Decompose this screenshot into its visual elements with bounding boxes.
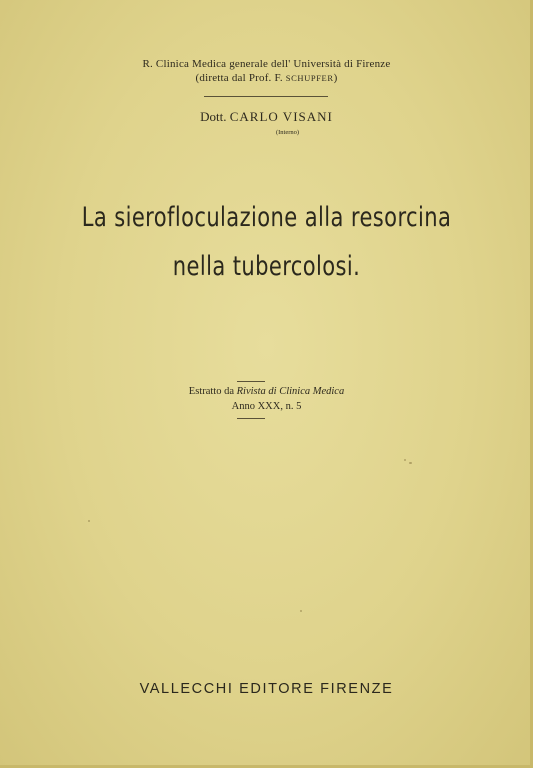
institution-text: R. Clinica Medica generale dell' Università di Firenze	[142, 58, 391, 70]
institution-line-1	[0, 58, 533, 70]
director-prefix: (diretta dal Prof. F.	[195, 72, 286, 84]
author-line	[0, 109, 533, 125]
extract-issue: Anno XXX, n. 5	[231, 401, 302, 412]
paper-speck	[409, 462, 412, 464]
author-role: (Interno)	[275, 129, 300, 136]
extract-line	[0, 386, 533, 397]
extract-rule-bottom	[237, 418, 265, 419]
journal-name: Rivista di Clinica Medica	[236, 386, 345, 397]
paper-speck	[404, 459, 406, 461]
director-suffix: )	[333, 72, 338, 84]
title-line-1: La sierofloculazione alla resorcina	[81, 202, 452, 233]
extract-rule-top	[237, 381, 265, 382]
author-prefix: Dott.	[200, 109, 230, 124]
director-name: SCHUPFER	[285, 73, 334, 83]
publisher-line: VALLECCHI EDITORE FIRENZE	[139, 681, 394, 697]
author-name: CARLO VISANI	[229, 109, 333, 124]
paper-speck	[300, 610, 302, 612]
extract-prefix: Estratto da	[188, 386, 237, 397]
divider-rule	[204, 96, 328, 97]
institution-line-2	[0, 72, 533, 84]
paper-speck	[88, 520, 90, 522]
title-line-2: nella tubercolosi.	[172, 251, 361, 282]
